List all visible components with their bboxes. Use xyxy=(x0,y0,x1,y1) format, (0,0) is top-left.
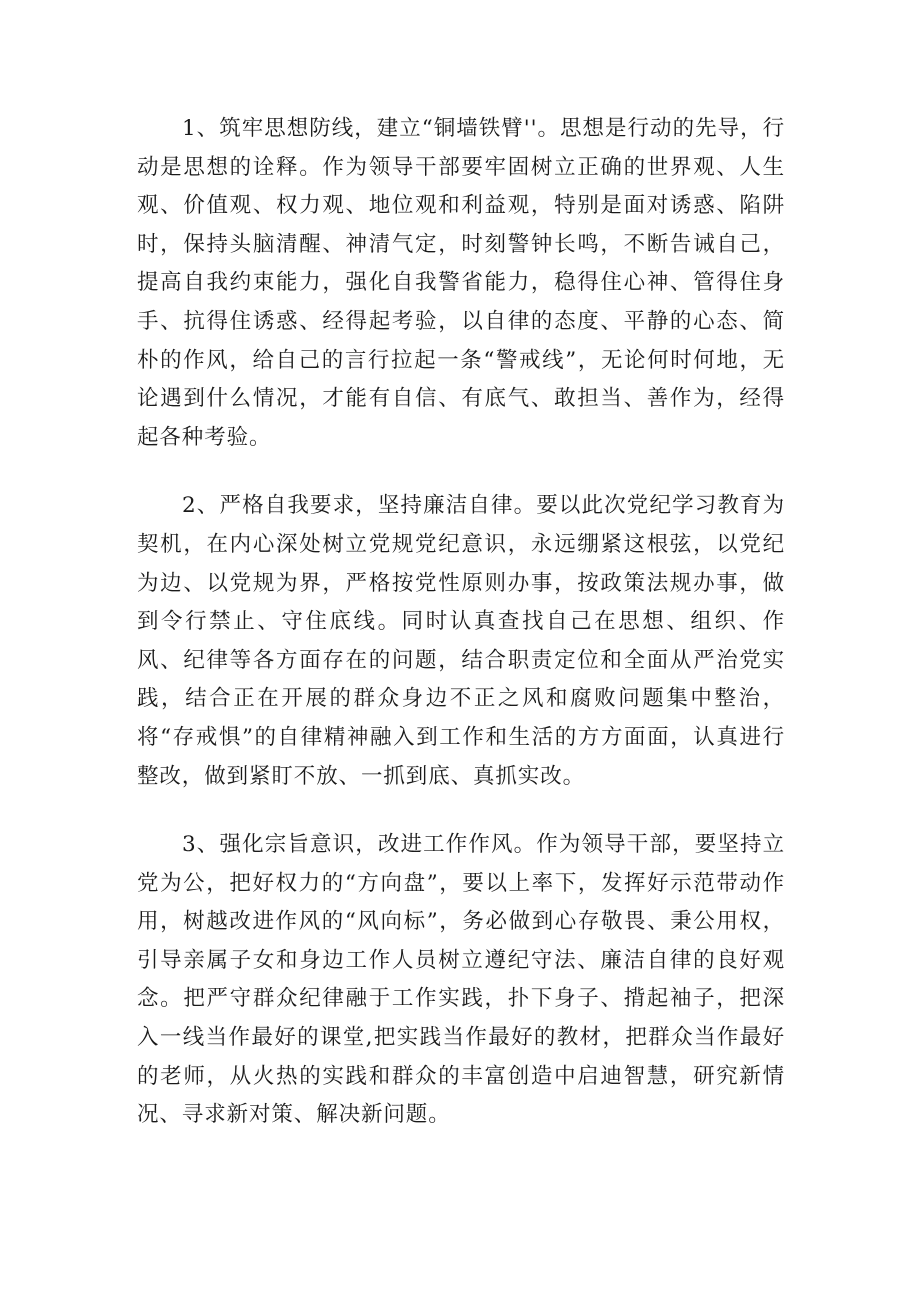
paragraph-3: 3、强化宗旨意识，改进工作作风。作为领导干部，要坚持立党为公，把好权力的“方向盘”，要以上率下，发挥好示范带动作用，树越改进作风的“风向标”，务必做到心存敬畏、秉公用权，引导亲属子女和身边工作人员树立遵纪守法、廉洁自律的良好观念。把严守群众纪律融于工作实践，扑下身子、揹起袖子，把深入一线当作最好的课堂,把实践当作最好的教材，把群众当作最好的老师，从火热的实践和群众的丰富创造中启迪智慧，研究新情况、寻求新对策、解决新问题。 xyxy=(137,832,785,1128)
paragraph-1: 1、筑牢思想防线，建立“铜墙铁臂''。思想是行动的先导，行动是思想的诠释。作为领导干部要牢固树立正确的世界观、人生观、价值观、权力观、地位观和利益观，特别是面对诱惑、陷阱时，保持头脑清醒、神清气定，时刻警钟长鸣，不断告诫自己，提高自我约束能力，强化自我警省能力，稳得住心神、管得住身手、抗得住诱惑、经得起考验，以自律的态度、平静的心态、简朴的作风，给自己的言行拉起一条“警戒线”，无论何时何地，无论遇到什么情况，才能有自信、有底气、敢担当、善作为，经得起各种考验。 xyxy=(137,116,785,450)
paragraph-2: 2、严格自我要求，坚持廉洁自律。要以此次党纪学习教育为契机，在内心深处树立党规党纪意识，永远绷紧这根弦，以党纪为边、以党规为界，严格按党性原则办事，按政策法规办事，做到令行禁止、守住底线。同时认真查找自己在思想、组织、作风、纪律等各方面存在的问题，结合职责定位和全面从严治党实践，结合正在开展的群众身边不正之风和腐败问题集中整治，将“存戒惧”的自律精神融入到工作和生活的方方面面，认真进行整改，做到紧盯不放、一抓到底、真抓实改。 xyxy=(137,493,785,789)
